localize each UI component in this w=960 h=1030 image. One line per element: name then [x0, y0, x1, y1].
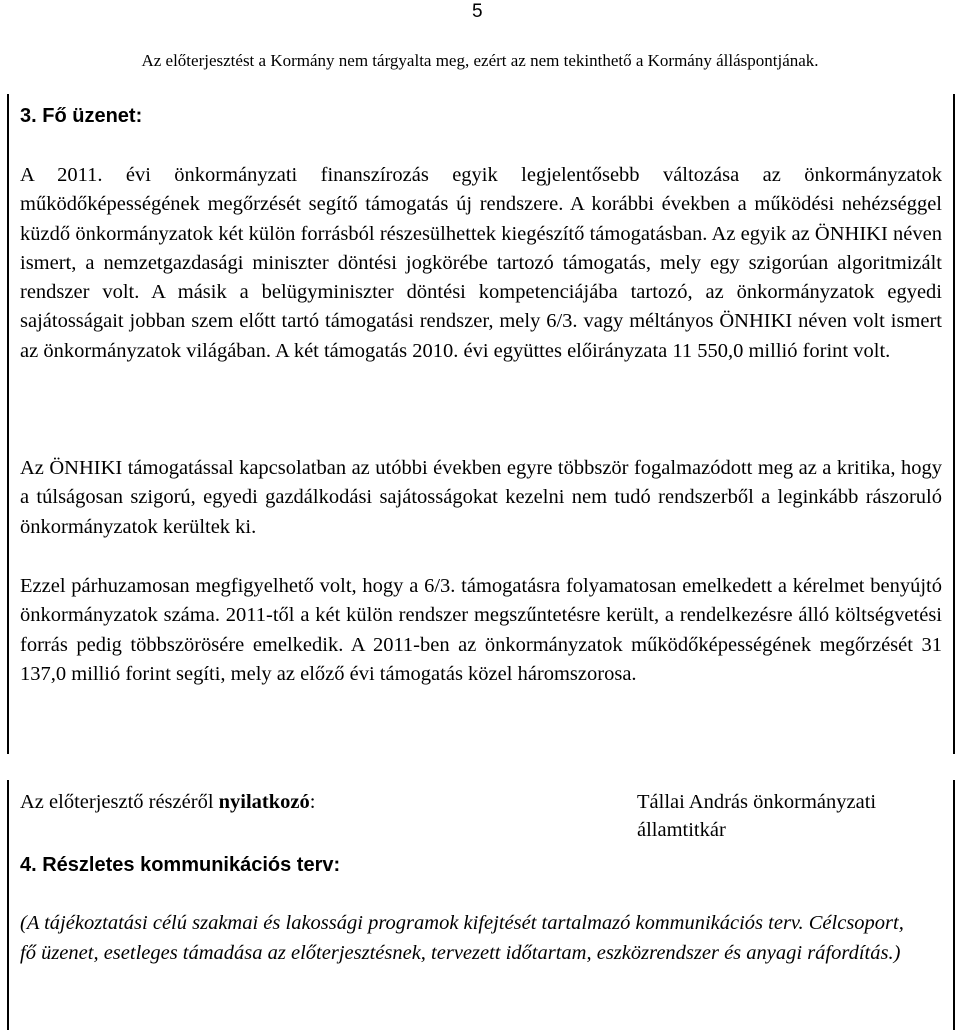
declarant-label-suffix: :	[309, 791, 316, 813]
declarant-label-bold: nyilatkozó	[218, 791, 310, 813]
page-number: 5	[472, 1, 483, 22]
section-4-heading: 4. Részletes kommunikációs terv:	[20, 854, 341, 876]
communication-plan-note: (A tájékoztatási célú szakmai és lakossági programok kifejtését tartalmazó kommunikációs terv. Célcsoport, fő üzenet, esetleges támadása az előterjesztésnek, tervezett időtartam, eszközrendszer és anyagi ráfordítás.)	[20, 912, 904, 964]
paragraph-3: Ezzel párhuzamosan megfigyelhető volt, hogy a 6/3. támogatásra folyamatosan emelkedett a kérelmet benyújtó önkormányzatok száma. 2011-től a két külön rendszer megszűntetésre került, a rendelkezésre álló költségvetési forrás pedig többszörösére emelkedik. A 2011-ben az önkormányzatok működőképességének megőrzését 31 137,0 millió forint segíti, mely az előző évi támogatás közel háromszorosa.	[20, 575, 942, 685]
paragraph-2: Az ÖNHIKI támogatással kapcsolatban az utóbbi években egyre többször fogalmazódott meg az a kritika, hogy a túlságosan szigorú, egyedi gazdálkodási sajátosságokat kezelni nem tudó rendszerből a leginkább rászoruló önkormányzatok kerültek ki.	[20, 457, 942, 538]
disclaimer-header: Az előterjesztést a Kormány nem tárgyalta meg, ezért az nem tekinthető a Kormány álláspontjának.	[141, 51, 819, 70]
declarant-label-prefix: Az előterjesztő részéről	[20, 791, 219, 813]
declarant-name: Tállai András önkormányzati államtitkár	[637, 791, 877, 841]
section-3-heading: 3. Fő üzenet:	[20, 105, 143, 127]
declarant-label	[20, 788, 315, 816]
paragraph-1: A 2011. évi önkormányzati finanszírozás egyik legjelentősebb változása az önkormányzatok működőképességének megőrzését segítő támogatás új rendszere. A korábbi években a működési nehézséggel küzdő önkormányzatok két külön forrásból részesülhettek kiegészítő támogatásban. Az egyik az ÖNHIKI néven ismert, a nemzetgazdasági miniszter döntési jogkörébe tartozó támogatás, mely egy szigorúan algoritmizált rendszer volt. A másik a belügyminiszter döntési kompetenciájába tartozó, az önkormányzatok egyedi sajátosságait jobban szem előtt tartó támogatási rendszer, mely 6/3. vagy méltányos ÖNHIKI néven volt ismert az önkormányzatok világában. A két támogatás 2010. évi együttes előirányzata 11 550,0 millió forint volt.	[20, 164, 942, 362]
